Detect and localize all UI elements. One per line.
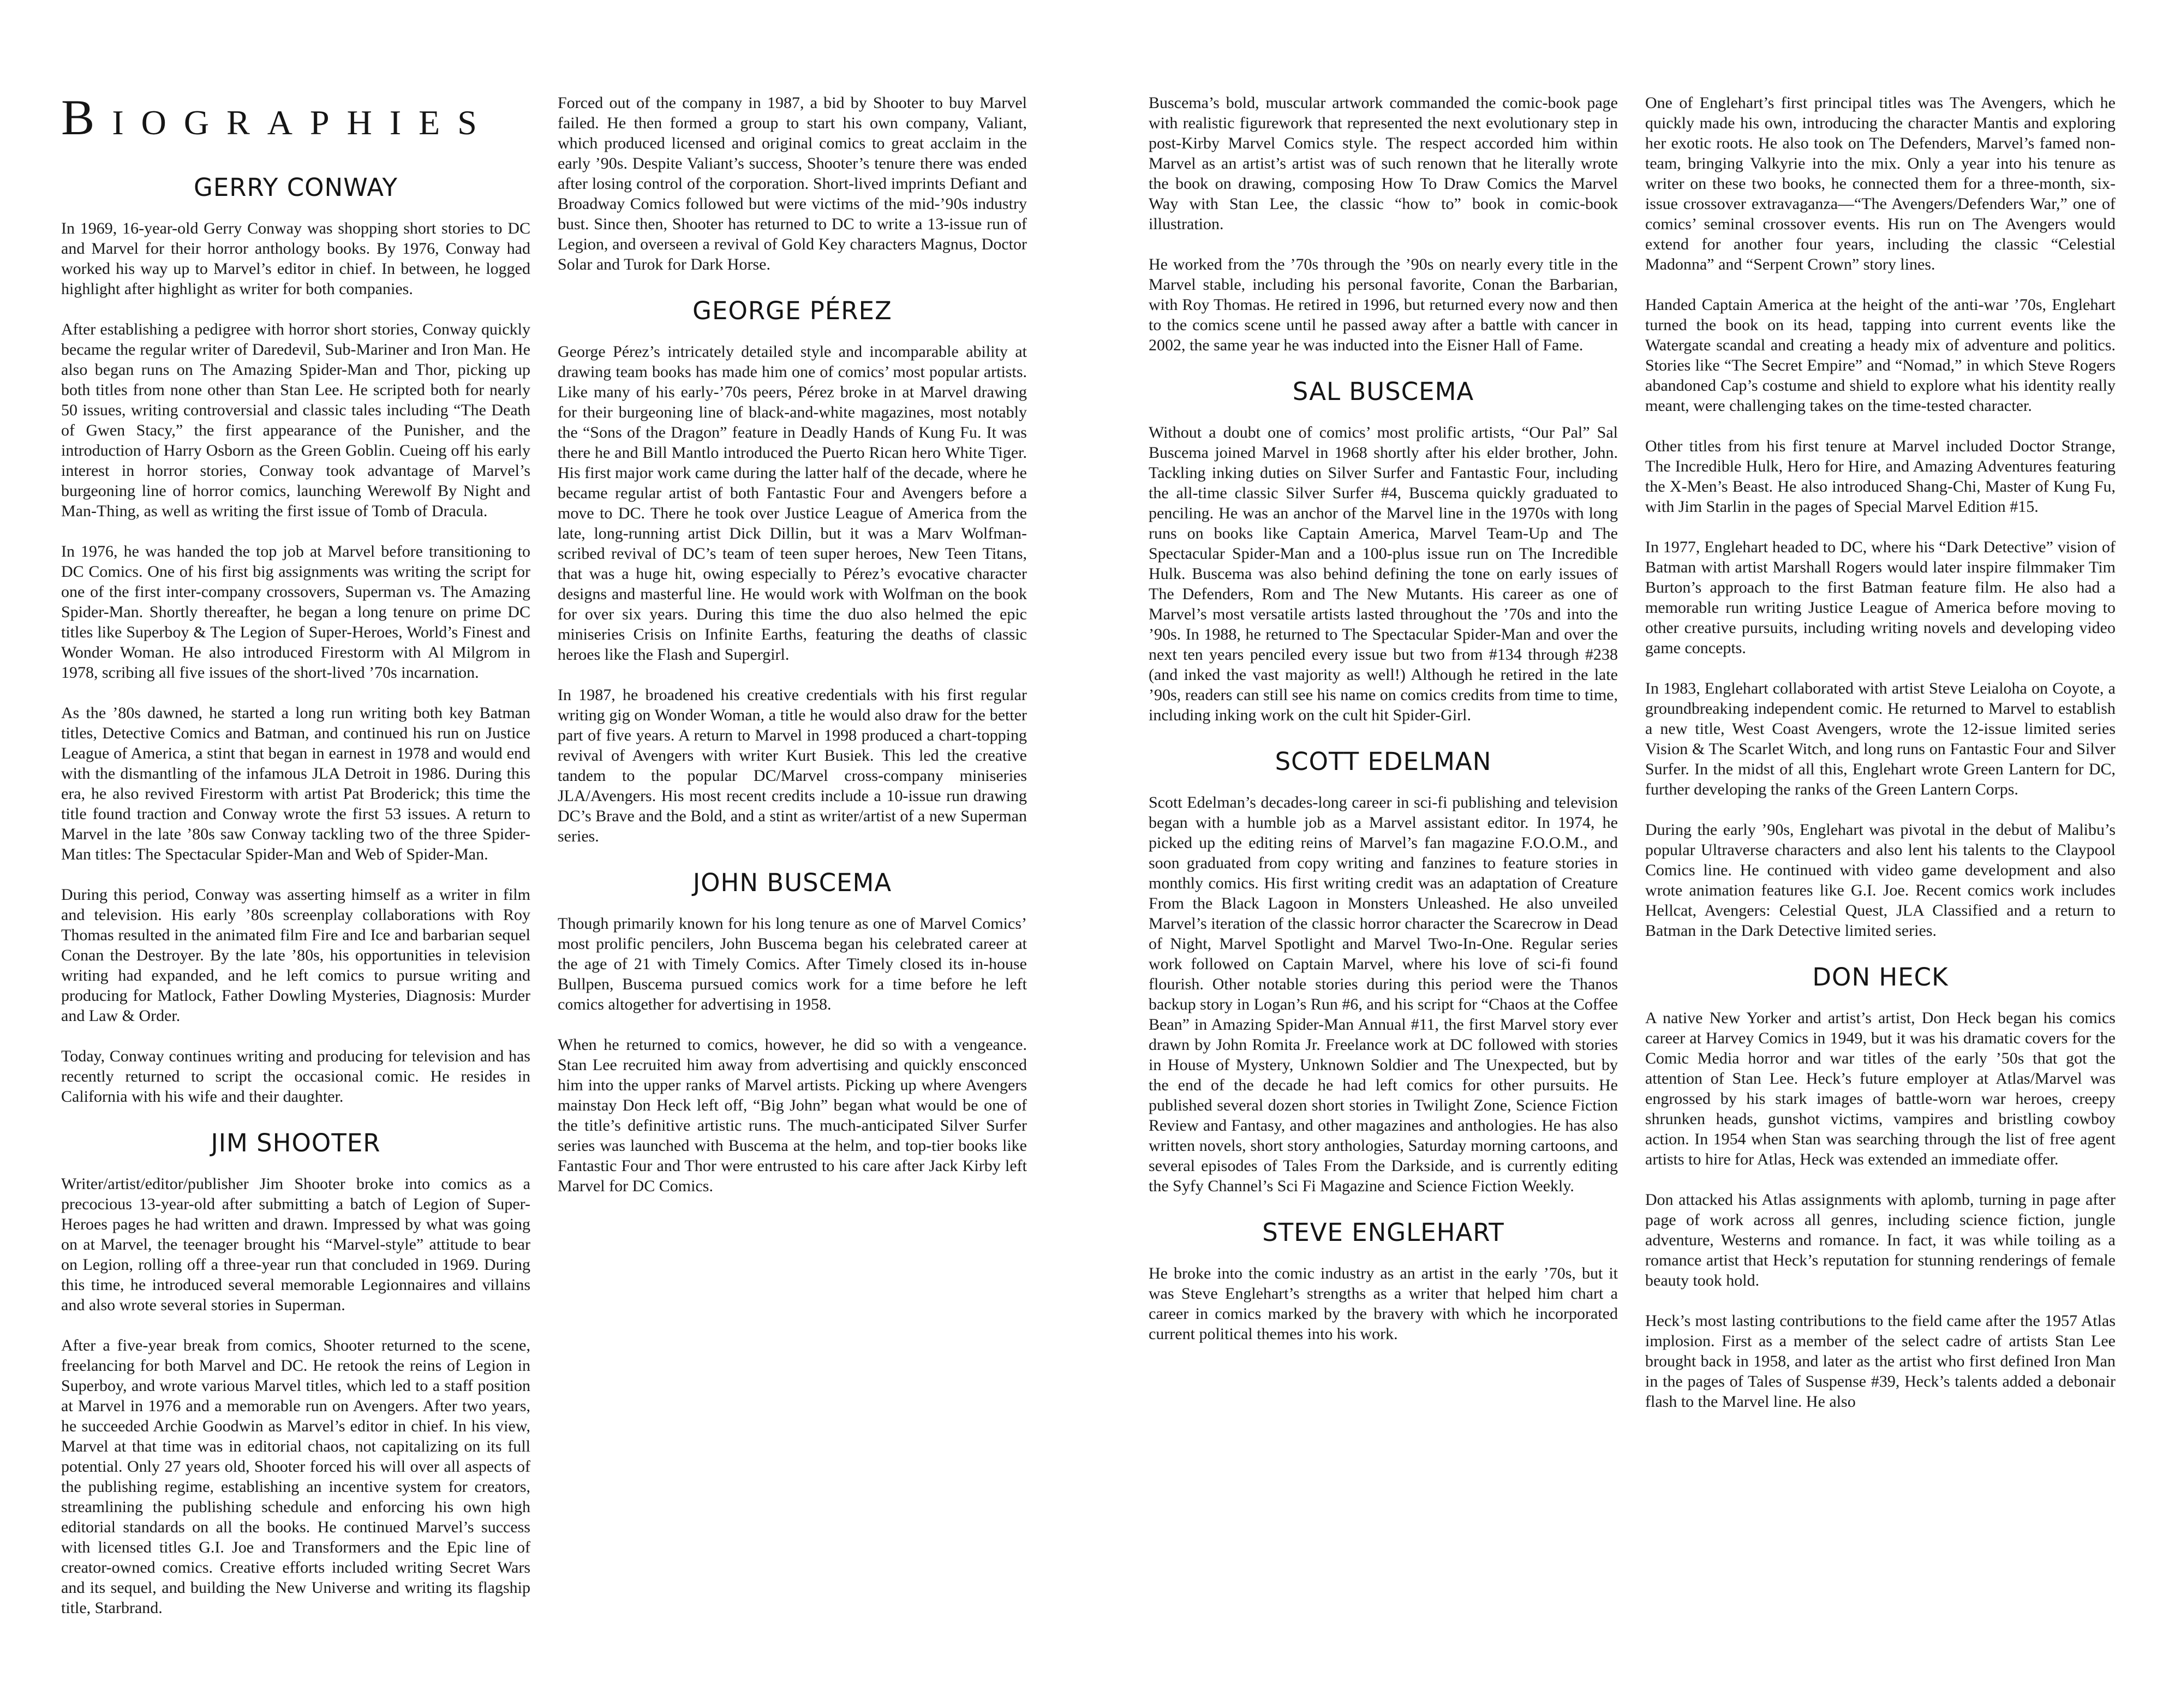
heading-george-perez: GEORGE PÉREZ [692,296,892,325]
paragraph: In 1969, 16-year-old Gerry Conway was shopping short stories to DC and Marvel for their horror anthology books. By 1976, Conway had worked his way up to Marvel’s editor in chief. In between, he logged highlight after highlight as writer for both companies. [61,219,530,298]
paragraph: In 1983, Englehart collaborated with artist Steve Leialoha on Coyote, a groundbreaking independent comic. He returned to Marvel to establish a new title, West Coast Avengers, wrote the 12-issue limited series Vision & The Scarlet Witch, and long runs on Fantastic Four and Silver Surfer. In the midst of all this, Englehart wrote Green Lantern for DC, further developing the ranks of the Green Lantern Corps. [1645,679,2116,798]
paragraph: Other titles from his first tenure at Marvel included Doctor Strange, The Incredible Hulk, Hero for Hire, and Amazing Adventures featuring the X-Men’s Beast. He also introduced Shang-Chi, Master of Kung Fu, with Jim Starlin in the pages of Special Marvel Edition #15. [1645,437,2116,516]
heading-don-heck: DON HECK [1812,963,1949,992]
paragraph: He worked from the ’70s through the ’90s on nearly every title in the Marvel stable, including his personal favorite, Conan the Barbarian, with Roy Thomas. He retired in 1996, but returned every now and then to the comics scene until he passed away after a battle with cancer in 2002, the same year he was inducted into the Eisner Hall of Fame. [1149,255,1618,354]
text-column-3 [1149,93,1618,1632]
paragraph: Without a doubt one of comics’ most prolific artists, “Our Pal” Sal Buscema joined Marvel in 1968 shortly after his elder brother, John. Tackling inking duties on Silver Surfer and Fantastic Four, including the all-time classic Silver Surfer #4, Buscema quickly graduated to penciling. He was an anchor of the Marvel line in the 1970s with long runs on books like Captain America, Marvel Team-Up and The Spectacular Spider-Man and a 100-plus issue run on The Incredible Hulk. Buscema was also behind defining the tone on early issues of The Defenders, Rom and The New Mutants. His career as one of Marvel’s most versatile artists lasted throughout the ’70s and into the ’90s. In 1988, he returned to The Spectacular Spider-Man and over the next ten years penciled every issue but two from #134 through #238 (and inked the vast majority as well!) Although he retired in the late ’90s, readers can still see his name on comics credits from time to time, including inking work on the cult hit Spider-Girl. [1149,423,1618,724]
paragraph: When he returned to comics, however, he did so with a vengeance. Stan Lee recruited him away from advertising and quickly ensconced him into the upper ranks of Marvel artists. Picking up where Avengers mainstay Don Heck left off, “Big John” began what would be one of the title’s definitive artistic runs. The much-anticipated Silver Surfer series was launched with Buscema at the helm, and top-tier books like Fantastic Four and Thor were entrusted to his care after Jack Kirby left Marvel for DC Comics. [558,1036,1027,1195]
paragraph: Forced out of the company in 1987, a bid by Shooter to buy Marvel failed. He then formed a group to start his own company, Valiant, which produced licensed and original comics to great acclaim in the early ’90s. Despite Valiant’s success, Shooter’s tenure there was ended after losing control of the corporation. Short-lived imprints Defiant and Broadway Comics followed but were victims of the mid-’90s industry bust. Since then, Shooter has returned to DC to write a 13-issue run of Legion, and overseen a revival of Gold Key characters Magnus, Doctor Solar and Turok for Dark Horse. [558,94,1027,273]
paragraph: In 1987, he broadened his creative credentials with his first regular writing gig on Wonder Woman, a title he would also draw for the better part of five years. A return to Marvel in 1998 produced a chart-topping revival of Avengers with writer Kurt Busiek. This led the creative tandem to the popular DC/Marvel cross-company miniseries JLA/Avengers. His most recent credits include a 10-issue run drawing DC’s Brave and the Bold, and a stint as writer/artist of a new Superman series. [558,686,1027,845]
paragraph: Though primarily known for his long tenure as one of Marvel Comics’ most prolific pencilers, John Buscema began his celebrated career at the age of 21 with Timely Comics. After Timely closed its in-house Bullpen, Buscema pursued comics work for a time before he left comics altogether for advertising in 1958. [558,915,1027,1013]
heading-john-buscema: JOHN BUSCEMA [692,868,892,897]
paragraph: During this period, Conway was asserting himself as a writer in film and television. His early ’80s screenplay collaborations with Roy Thomas resulted in the animated film Fire and Ice and barbarian sequel Conan the Destroyer. By the late ’80s, his opportunities in television writing had expanded, and he left comics to pursue writing and producing for Matlock, Father Dowling Mysteries, Diagnosis: Murder and Law & Order. [61,886,530,1025]
paragraph: Writer/artist/editor/publisher Jim Shooter broke into comics as a precocious 13-year-old after submitting a batch of Legion of Super-Heroes pages he had written and drawn. Impressed by what was going on at Marvel, the teenager brought his “Marvel-style” attitude to bear on Legion, rolling off a three-year run that concluded in 1969. During this time, he introduced several memorable Legionnaires and villains and also wrote several stories in Superman. [61,1175,530,1314]
paragraph: Handed Captain America at the height of the anti-war ’70s, Englehart turned the book on its head, tapping into current events like the Watergate scandal and creating a heady mix of adventure and politics. Stories like “The Secret Empire” and “Nomad,” in which Steve Rogers abandoned Cap’s costume and shield to explore what his identity really meant, were challenging takes on the time-tested character. [1645,296,2116,415]
paragraph: After establishing a pedigree with horror short stories, Conway quickly became the regular writer of Daredevil, Sub-Mariner and Iron Man. He also began runs on The Amazing Spider-Man and Thor, picking up both titles from none other than Stan Lee. He scripted both for nearly 50 issues, writing controversial and classic tales including “The Death of Gwen Stacy,” the first appearance of the Punisher, and the introduction of Harry Osborn as the Green Goblin. Cueing off his early interest in horror stories, Conway took advantage of Marvel’s burgeoning line of horror comics, launching Werewolf By Night and Man-Thing, as well as writing the first issue of Tomb of Dracula. [61,320,530,520]
paragraph: He broke into the comic industry as an artist in the early ’70s, but it was Steve Englehart’s strengths as a writer that helped him chart a career in comics marked by the bravery with which he incorporated current political themes into his work. [1149,1264,1618,1343]
paragraph: As the ’80s dawned, he started a long run writing both key Batman titles, Detective Comics and Batman, and continued his run on Justice League of America, a stint that began in earnest in 1978 and would end with the dismantling of the infamous JLA Detroit in 1986. During this era, he also revived Firestorm with artist Pat Broderick; this time the title found traction and Conway wrote the first 53 issues. A return to Marvel in the late ’80s saw Conway tackling two of the three Spider-Man titles: The Spectacular Spider-Man and Web of Spider-Man. [61,704,530,863]
heading-steve-englehart: STEVE ENGLEHART [1262,1218,1504,1247]
paragraph: A native New Yorker and artist’s artist, Don Heck began his comics career at Harvey Comics in 1949, but it was his dramatic covers for the Comic Media horror and war titles of the early ’50s that got the attention of Stan Lee. Heck’s future employer at Atlas/Marvel was engrossed by his stark images of battle-worn war heroes, creepy shrunken heads, gunshot victims, vampires and bristling cowboy action. In 1954 when Stan was searching through the list of free agent artists to hire for Atlas, Heck was extended an immediate offer. [1645,1009,2116,1168]
paragraph: George Pérez’s intricately detailed style and incomparable ability at drawing team books has made him one of comics’ most popular artists. Like many of his early-’70s peers, Pérez broke in at Marvel drawing for their burgeoning line of black-and-white magazines, most notably the “Sons of the Dragon” feature in Deadly Hands of Kung Fu. It was there he and Bill Mantlo introduced the Puerto Rican hero White Tiger. His first major work came during the latter half of the decade, where he became regular artist of both Fantastic Four and Avengers before a move to DC. There he took over Justice League of America from the late, long-running artist Dick Dillin, but it was a Marv Wolfman-scribed revival of DC’s team of teen super heroes, New Teen Titans, that was a huge hit, owing especially to Pérez’s evocative character designs and masterful line. He would work with Wolfman on the book for over six years. During this time the duo also helmed the epic miniseries Crisis on Infinite Earths, featuring the deaths of classic heroes like the Flash and Supergirl. [558,343,1027,664]
heading-sal-buscema: SAL BUSCEMA [1292,377,1474,406]
heading-scott-edelman: SCOTT EDELMAN [1275,747,1492,776]
text-column-2 [558,93,1027,1632]
paragraph: One of Englehart’s first principal titles was The Avengers, which he quickly made his own, introducing the character Mantis and exploring her exotic roots. He also took on The Defenders, Marvel’s famed non-team, bringing Valkyrie into the mix. Only a year into his tenure as writer on these two books, he connected them for a three-month, six-issue crossover extravaganza—“The Avengers/Defenders War,” one of comics’ seminal crossover events. His run on The Avengers would extend for another four years, including the classic “Celestial Madonna” and “Serpent Crown” story lines. [1645,94,2116,273]
heading-jim-shooter: JIM SHOOTER [211,1128,381,1157]
paragraph: Don attacked his Atlas assignments with aplomb, turning in page after page of work across all genres, including science fiction, jungle adventure, Westerns and romance. In fact, it was while toiling as a romance artist that Heck’s reputation for stunning renderings of female beauty took hold. [1645,1191,2116,1289]
paragraph: In 1977, Englehart headed to DC, where his “Dark Detective” vision of Batman with artist Marshall Rogers would later inspire filmmaker Tim Burton’s approach to the first Batman feature film. He also had a memorable run writing Justice League of America before moving to other creative pursuits, including writing novels and developing video game concepts. [1645,538,2116,657]
page-title: Biographies [61,89,494,145]
paragraph: In 1976, he was handed the top job at Marvel before transitioning to DC Comics. One of his first big assignments was writing the script for one of the first inter-company crossovers, Superman vs. The Amazing Spider-Man. Shortly thereafter, he began a long tenure on prime DC titles like Superboy & The Legion of Super-Heroes, World’s Finest and Wonder Woman. He also introduced Firestorm with Al Milgrom in 1978, scribing all five issues of the short-lived ’70s incarnation. [61,542,530,682]
paragraph: During the early ’90s, Englehart was pivotal in the debut of Malibu’s popular Ultraverse characters and also lent his talents to the Claypool Comics line. He continued with video game development and also wrote animation features like G.I. Joe. Recent comics work includes Hellcat, Avengers: Celestial Quest, JLA Classified and a return to Batman in the Dark Detective limited series. [1645,821,2116,940]
text-column-1 [61,169,530,1708]
paragraph: Today, Conway continues writing and producing for television and has recently returned to script the occasional comic. He resides in California with his wife and their daughter. [61,1047,530,1106]
paragraph: Heck’s most lasting contributions to the field came after the 1957 Atlas implosion. First as a member of the select cadre of artists Stan Lee brought back in 1958, and later as the artist who first defined Iron Man in the pages of Tales of Suspense #39, Heck’s talents added a debonair flash to the Marvel line. He also [1645,1312,2116,1411]
text-column-4 [1645,93,2116,1632]
paragraph: After a five-year break from comics, Shooter returned to the scene, freelancing for both Marvel and DC. He retook the reins of Legion in Superboy, and wrote various Marvel titles, which led to a staff position at Marvel in 1976 and a memorable run on Avengers. After two years, he succeeded Archie Goodwin as Marvel’s editor in chief. In his view, Marvel at that time was in editorial chaos, not capitalizing on its full potential. Only 27 years old, Shooter forced his will over all aspects of the publishing regime, establishing an incentive system for creators, streamlining the publishing schedule and enforcing his own high editorial standards on all the books. He continued Marvel’s success with licensed titles G.I. Joe and Transformers and the Epic line of creator-owned comics. Creative efforts included writing Secret Wars and its sequel, and building the New Universe and writing its flagship title, Starbrand. [61,1336,530,1617]
paragraph: Buscema’s bold, muscular artwork commanded the comic-book page with realistic figurework that represented the next evolutionary step in post-Kirby Marvel Comics style. The respect accorded him within Marvel as an artist’s artist was of such renown that he literally wrote the book on drawing, composing How To Draw Comics the Marvel Way with Stan Lee, the classic “how to” book in comic-book illustration. [1149,94,1618,233]
heading-gerry-conway: GERRY CONWAY [193,173,398,202]
paragraph: Scott Edelman’s decades-long career in sci-fi publishing and television began with a humble job as a Marvel assistant editor. In 1974, he picked up the editing reins of Marvel’s fan magazine F.O.O.M., and soon graduated from copy writing and fanzines to feature stories in monthly comics. His first writing credit was an adaptation of Creature From the Black Lagoon in Monsters Unleashed. He also unveiled Marvel’s iteration of the classic horror character the Scarecrow in Dead of Night, Marvel Spotlight and Marvel Two-In-One. Regular series work followed on Captain Marvel, where his love of sci-fi found flourish. Other notable stories during this period were the Thanos backup story in Logan’s Run #6, and his script for “Chaos at the Coffee Bean” in Amazing Spider-Man Annual #11, the first Marvel story ever drawn by John Romita Jr. Freelance work at DC followed with stories in House of Mystery, Unknown Soldier and The Unexpected, but by the end of the decade he had left comics for other pursuits. He published several dozen short stories in Twilight Zone, Science Fiction Review and Fantasy, and other magazines and anthologies. He has also written novels, short story anthologies, Saturday morning cartoons, and several episodes of Tales From the Darkside, and is currently editing the Syfy Channel’s Sci Fi Magazine and Science Fiction Weekly. [1149,793,1618,1195]
